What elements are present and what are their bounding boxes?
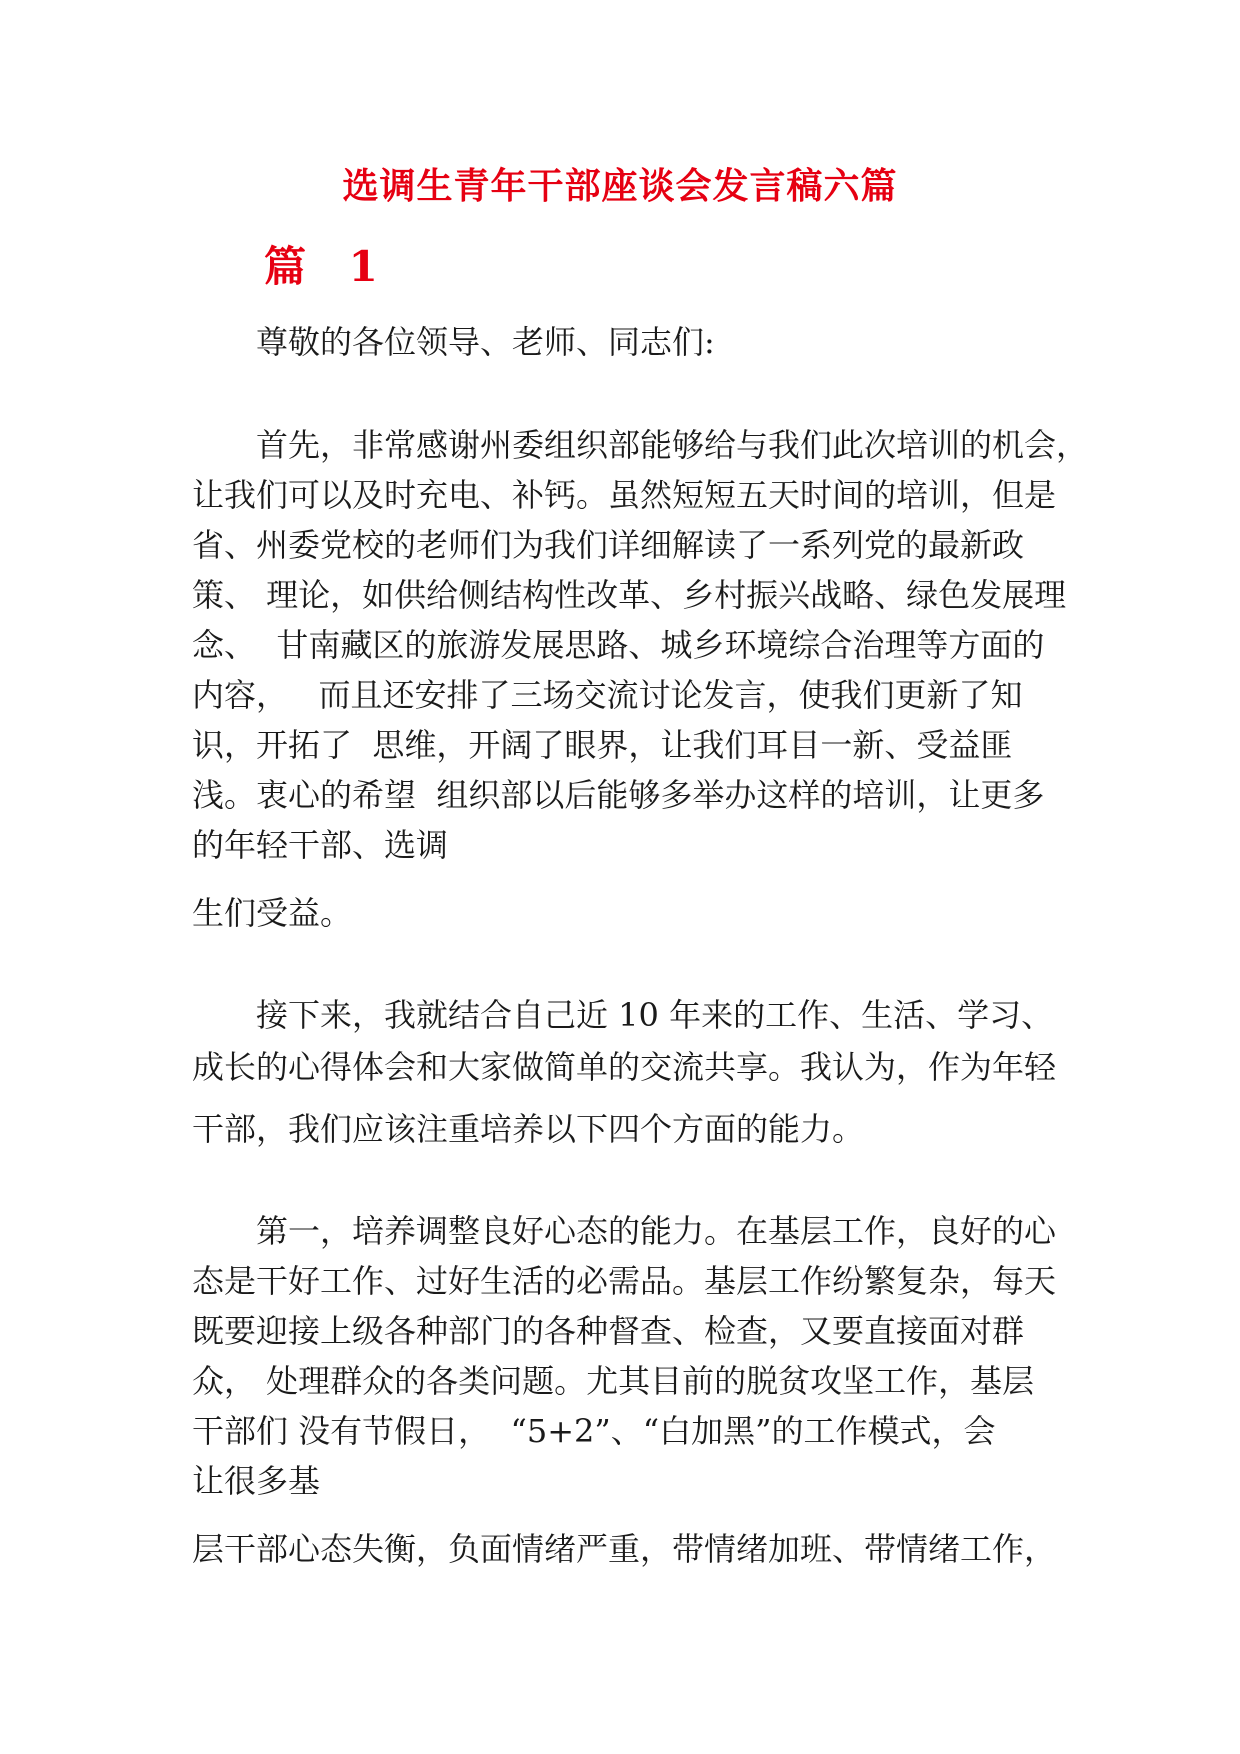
paragraph-line: 接下来，我就结合自己近 10 年来的工作、生活、学习、	[256, 996, 1054, 1034]
paragraph-line: 首先，非常感谢州委组织部能够给与我们此次培训的机会，	[256, 426, 1089, 464]
paragraph-line: 众， 处理群众的各类问题。尤其目前的脱贫攻坚工作，基层	[192, 1362, 1035, 1400]
paragraph-line: 干部们 没有节假日， “5+2”、“白加黑”的工作模式，会	[192, 1412, 996, 1450]
section-heading: 篇 1	[264, 242, 392, 291]
paragraph-line: 干部，我们应该注重培养以下四个方面的能力。	[192, 1110, 865, 1148]
paragraph-line: 策、 理论，如供给侧结构性改革、乡村振兴战略、绿色发展理	[192, 576, 1067, 614]
paragraph-line: 生们受益。	[192, 894, 353, 932]
paragraph-line: 让我们可以及时充电、补钙。虽然短短五天时间的培训，但是	[192, 476, 1057, 514]
paragraph-line: 层干部心态失衡，负面情绪严重，带情绪加班、带情绪工作，	[192, 1530, 1057, 1568]
paragraph-line: 念、 甘南藏区的旅游发展思路、城乡环境综合治理等方面的	[192, 626, 1045, 664]
paragraph-line: 识，开拓了 思维，开阔了眼界，让我们耳目一新、受益匪	[192, 726, 1013, 764]
paragraph-line: 内容， 而且还安排了三场交流讨论发言，使我们更新了知	[192, 676, 1023, 714]
paragraph-line: 态是干好工作、过好生活的必需品。基层工作纷繁复杂，每天	[192, 1262, 1057, 1300]
paragraph-line: 让很多基	[192, 1462, 321, 1500]
document-title: 选调生青年干部座谈会发言稿六篇	[342, 165, 898, 207]
paragraph-line: 浅。衷心的希望 组织部以后能够多举办这样的培训，让更多	[192, 776, 1045, 814]
paragraph-line: 省、州委党校的老师们为我们详细解读了一系列党的最新政	[192, 526, 1025, 564]
paragraph-line: 成长的心得体会和大家做简单的交流共享。我认为，作为年轻	[192, 1048, 1057, 1086]
paragraph-line: 的年轻干部、选调	[192, 826, 449, 864]
paragraph-line: 第一，培养调整良好心态的能力。在基层工作，良好的心	[256, 1212, 1057, 1250]
salutation-line: 尊敬的各位领导、老师、同志们:	[256, 323, 715, 361]
paragraph-line: 既要迎接上级各种部门的各种督查、检查，又要直接面对群	[192, 1312, 1025, 1350]
